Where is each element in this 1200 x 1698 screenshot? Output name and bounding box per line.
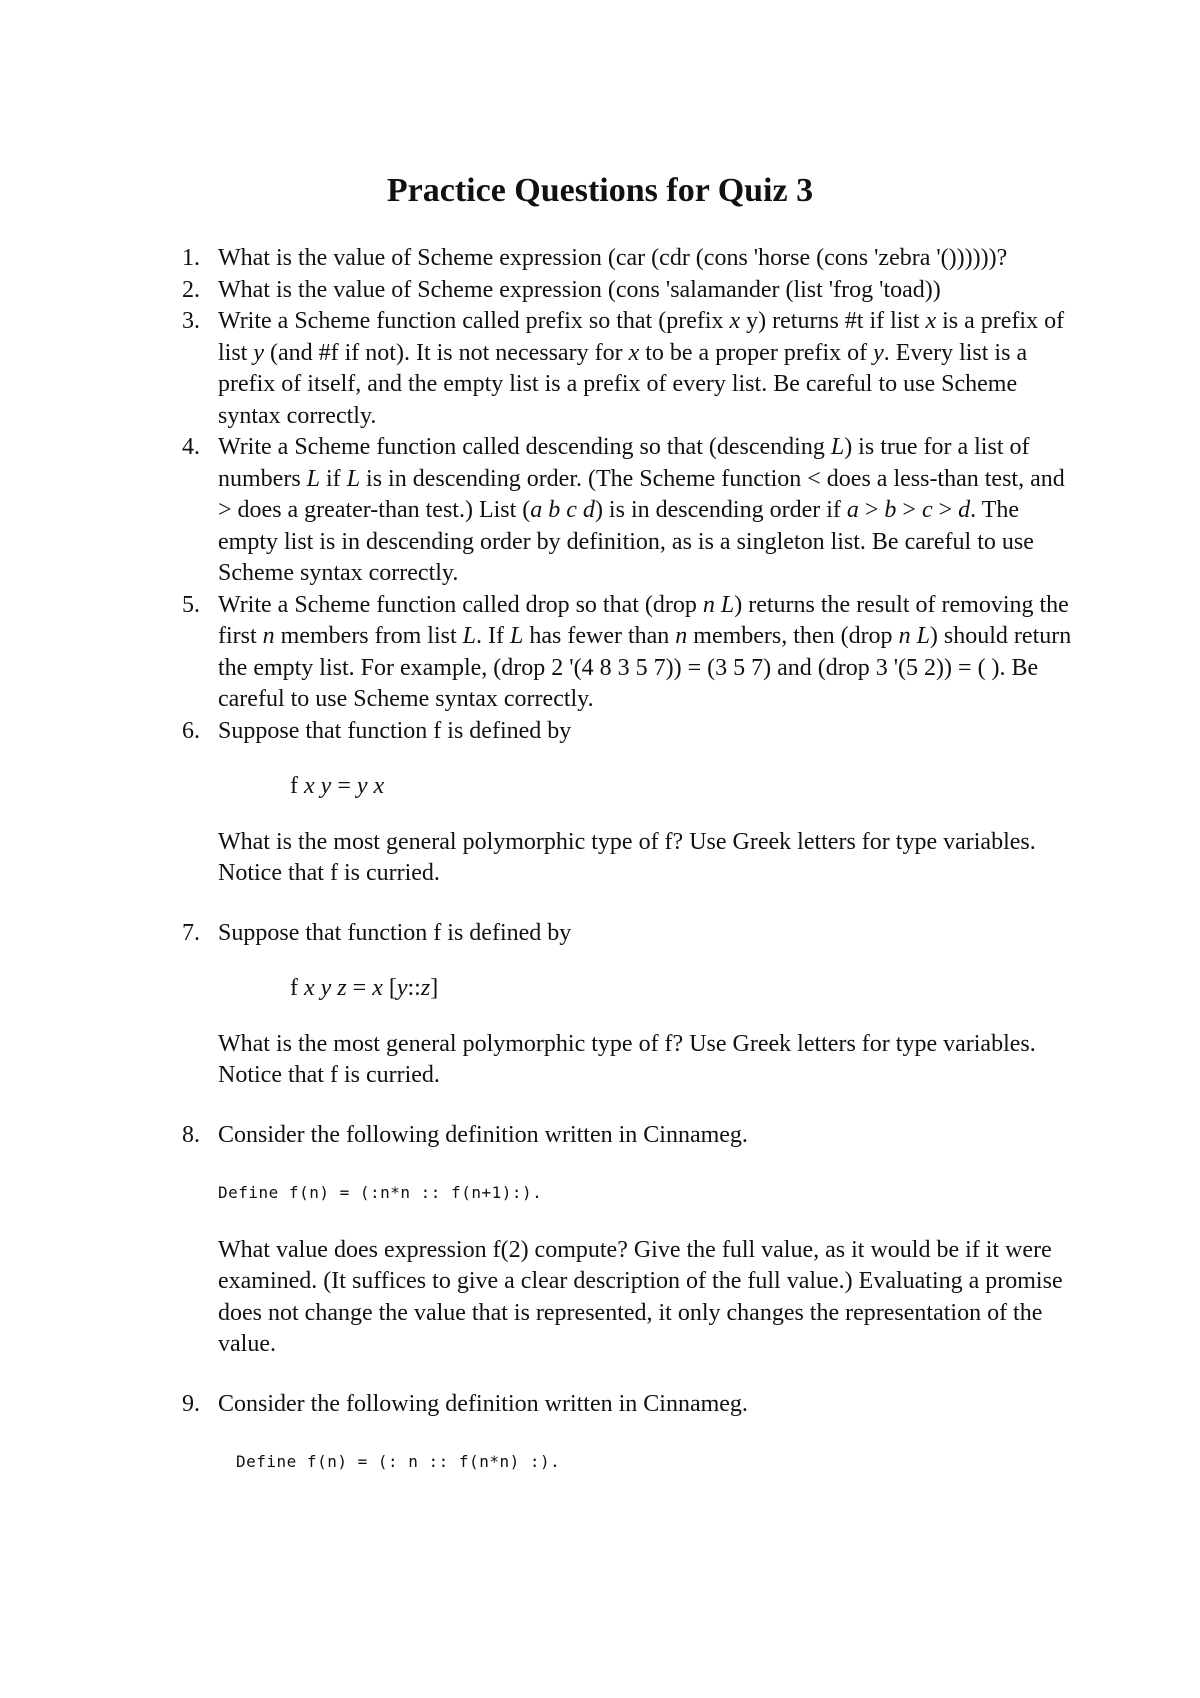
question-number: 1. (182, 245, 200, 271)
question-number: 3. (182, 308, 200, 334)
question-text: What is the most general polymorphic type of f? Use Greek letters for type variables. Notice that f is curried. (218, 828, 1036, 886)
question-4 (160, 432, 1080, 590)
question-9 (160, 1389, 1080, 1478)
question-number: 4. (182, 434, 200, 460)
question-number: 9. (182, 1390, 200, 1417)
question-intro: Suppose that function f is defined by (218, 919, 572, 946)
question-6 (160, 716, 1080, 918)
question-intro: Suppose that function f is defined by (218, 717, 572, 744)
question-text: Write a Scheme function called descending so that (descending L) is true for a list of numbers L if L is in descending order. (The Scheme function < does a less-than test, and > does a greater-than test.) List (a b c d) is in descending order if a > b > c > d. The empty list is in descending order by definition, as is a singleton list. Be careful to use Scheme syntax correctly. (218, 434, 1065, 586)
question-number: 8. (182, 1121, 200, 1148)
question-list (160, 243, 1080, 1504)
code-snippet: Define f(n) = (:n*n :: f(n+1):). (218, 1183, 543, 1202)
question-intro: Consider the following definition written in Cinnameg. (218, 1390, 748, 1417)
page-title: Practice Questions for Quiz 3 (386, 172, 814, 209)
question-text: What is the value of Scheme expression (car (cdr (cons 'horse (cons 'zebra '())))))? (218, 245, 1008, 271)
question-3 (160, 306, 1080, 432)
question-text: Write a Scheme function called prefix so that (prefix x y) returns #t if list x is a prefix of list y (and #f if not). It is not necessary for x to be a proper prefix of y. Every list is a prefix of itself, and the empty list is a prefix of every list. Be careful to use Scheme syntax correctly. (218, 308, 1065, 429)
question-8 (160, 1120, 1080, 1389)
code-snippet: Define f(n) = (: n :: f(n*n) :). (236, 1452, 561, 1471)
question-number: 5. (182, 591, 200, 618)
question-number: 7. (182, 919, 200, 946)
question-number: 2. (182, 276, 200, 303)
question-1 (160, 243, 1080, 275)
formula: f x y z = x [y::z] (290, 975, 439, 1001)
question-intro: Consider the following definition written in Cinnameg. (218, 1121, 748, 1148)
question-7 (160, 918, 1080, 1120)
formula: f x y = y x (290, 773, 385, 799)
question-text: What is the value of Scheme expression (cons 'salamander (list 'frog 'toad)) (218, 276, 941, 303)
question-5 (160, 590, 1080, 716)
question-number: 6. (182, 717, 200, 744)
question-text: What is the most general polymorphic type of f? Use Greek letters for type variables. Notice that f is curried. (218, 1030, 1036, 1088)
question-2 (160, 275, 1080, 307)
question-text: What value does expression f(2) compute? Give the full value, as it would be if it were examined. (It suffices to give a clear description of the full value.) Evaluating a promise does not change the value that is represented, it only changes the representation of the value. (218, 1236, 1063, 1357)
question-text: Write a Scheme function called drop so that (drop n L) returns the result of removing the first n members from list L. If L has fewer than n members, then (drop n L) should return the empty list. For example, (drop 2 '(4 8 3 5 7)) = (3 5 7) and (drop 3 '(5 2)) = ( ). Be careful to use Scheme syntax correctly. (218, 591, 1072, 712)
